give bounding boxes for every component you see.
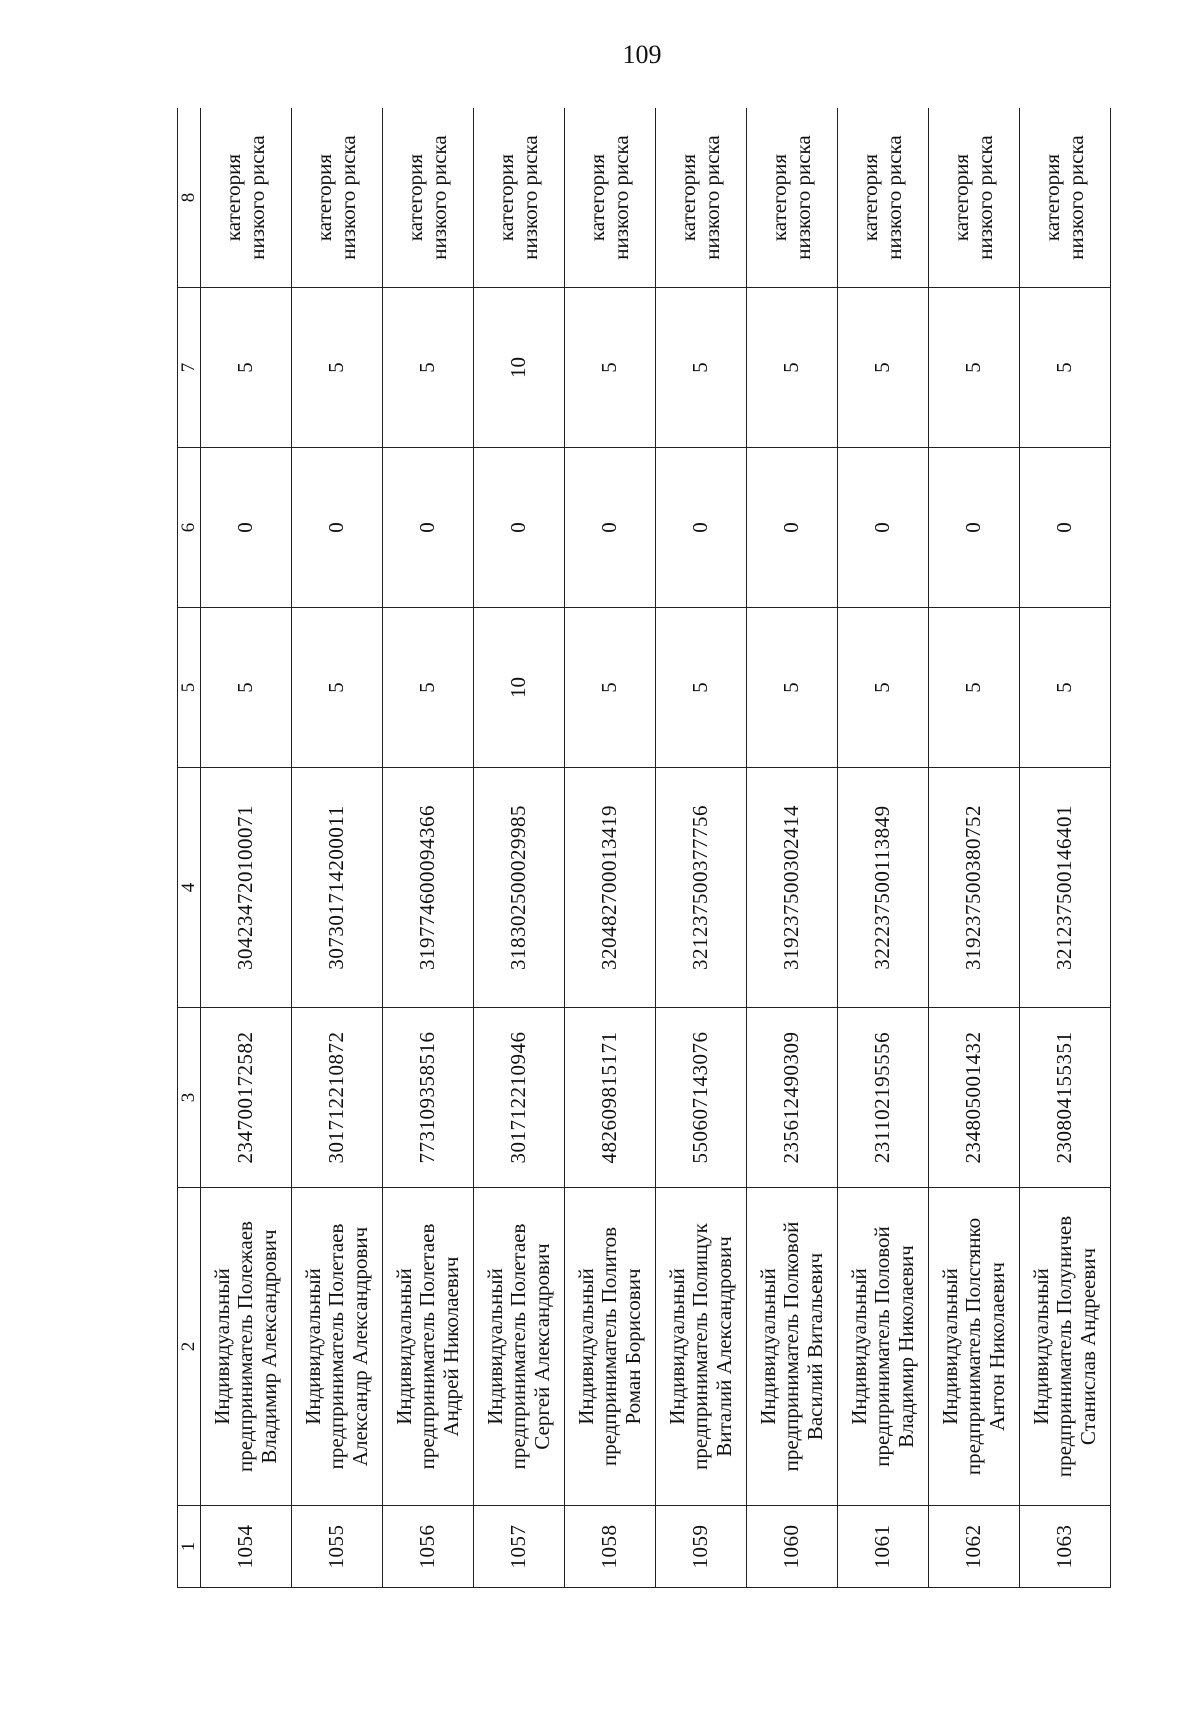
risk-category-line-2: низкого риска: [336, 135, 360, 260]
column-5-value-cell: 5: [656, 608, 747, 768]
entrepreneur-name-line-1: Индивидуальный: [482, 1268, 507, 1425]
table-row: [383, 108, 474, 1588]
entrepreneur-name-line-2: предприниматель Полковой: [779, 1221, 804, 1472]
entrepreneur-name-cell: [565, 1188, 656, 1506]
column-5-value-cell: 10: [474, 608, 565, 768]
column-7-value-cell: 5: [292, 288, 383, 448]
entrepreneur-name-line-1: Индивидуальный: [755, 1268, 780, 1425]
column-7-value-cell: 5: [383, 288, 474, 448]
risk-category-cell: [929, 108, 1020, 288]
row-number-cell: 1059: [656, 1506, 747, 1588]
page-number: 109: [622, 40, 662, 69]
entrepreneur-name-line-2: предприниматель Полищук: [688, 1223, 713, 1470]
column-7-value-cell: 5: [929, 288, 1020, 448]
risk-category-line-2: низкого риска: [1064, 135, 1088, 260]
risk-category-cell: [747, 108, 838, 288]
row-number-cell: 1063: [1020, 1506, 1111, 1588]
table-row: [929, 108, 1020, 1588]
ogrnip-cell: 319237500380752: [929, 768, 1020, 1008]
column-7-value-cell: 10: [474, 288, 565, 448]
column-5-value-cell: 5: [747, 608, 838, 768]
rotated-table-container: [177, 108, 1111, 1588]
ogrnip-cell: 307301714200011: [292, 768, 383, 1008]
column-6-value-cell: 0: [201, 448, 292, 608]
risk-category-cell: [383, 108, 474, 288]
risk-category-line-2: низкого риска: [245, 135, 269, 260]
entrepreneur-name-cell: [838, 1188, 929, 1506]
risk-category-line-2: низкого риска: [791, 135, 815, 260]
entrepreneur-name-cell: [383, 1188, 474, 1506]
ogrnip-cell: 304234720100071: [201, 768, 292, 1008]
row-number-cell: 1061: [838, 1506, 929, 1588]
column-5-value-cell: 5: [838, 608, 929, 768]
column-7-value-cell: 5: [565, 288, 656, 448]
column-7-value-cell: 5: [1020, 288, 1111, 448]
risk-category-line-1: категория: [767, 153, 792, 242]
ogrnip-cell: 321237500377756: [656, 768, 747, 1008]
entrepreneur-name-line-1: Индивидуальный: [209, 1268, 234, 1425]
risk-category-cell: [838, 108, 929, 288]
inn-cell: 235612490309: [747, 1008, 838, 1188]
entrepreneur-name-line-2: предприниматель Полежаев: [233, 1221, 258, 1472]
table-row: [656, 108, 747, 1588]
risk-category-cell: [292, 108, 383, 288]
risk-category-line-2: низкого риска: [882, 135, 906, 260]
risk-category-line-1: категория: [1040, 153, 1065, 242]
risk-category-line-1: категория: [585, 153, 610, 242]
risk-category-line-1: категория: [858, 153, 883, 242]
row-number-cell: 1057: [474, 1506, 565, 1588]
entrepreneur-name-line-2: предприниматель Половой: [870, 1226, 895, 1467]
entrepreneur-name-line-2: предприниматель Полстянко: [961, 1217, 986, 1476]
risk-category-cell: [201, 108, 292, 288]
column-number-row: [178, 108, 201, 1588]
column-6-value-cell: 0: [747, 448, 838, 608]
table-row: [292, 108, 383, 1588]
column-5-value-cell: 5: [565, 608, 656, 768]
entrepreneur-name-line-1: Индивидуальный: [937, 1268, 962, 1425]
entrepreneur-name-line-2: предприниматель Полетаев: [506, 1223, 531, 1470]
column-6-value-cell: 0: [656, 448, 747, 608]
ogrnip-cell: 322237500113849: [838, 768, 929, 1008]
inn-cell: 773109358516: [383, 1008, 474, 1188]
ogrnip-cell: 319774600094366: [383, 768, 474, 1008]
entrepreneur-name-line-3: Сергей Александрович: [529, 1243, 554, 1450]
risk-category-cell: [565, 108, 656, 288]
column-7-value-cell: 5: [747, 288, 838, 448]
inn-cell: 301712210872: [292, 1008, 383, 1188]
ogrnip-cell: 320482700013419: [565, 768, 656, 1008]
column-6-value-cell: 0: [565, 448, 656, 608]
risk-category-line-2: низкого риска: [973, 135, 997, 260]
inn-cell: 230804155351: [1020, 1008, 1111, 1188]
column-7-value-cell: 5: [838, 288, 929, 448]
risk-category-line-1: категория: [312, 153, 337, 242]
entrepreneur-name-line-3: Роман Борисович: [620, 1268, 645, 1425]
column-number-7: 7: [178, 288, 201, 448]
column-number-3: 3: [178, 1008, 201, 1188]
column-7-value-cell: 5: [656, 288, 747, 448]
inn-cell: 550607143076: [656, 1008, 747, 1188]
inn-cell: 301712210946: [474, 1008, 565, 1188]
table-row: [474, 108, 565, 1588]
column-6-value-cell: 0: [838, 448, 929, 608]
table-row: [838, 108, 929, 1588]
row-number-cell: 1058: [565, 1506, 656, 1588]
row-number-cell: 1062: [929, 1506, 1020, 1588]
entrepreneur-name-line-3: Виталий Александрович: [711, 1236, 736, 1457]
entrepreneur-name-line-3: Владимир Александрович: [256, 1229, 281, 1464]
column-5-value-cell: 5: [292, 608, 383, 768]
entrepreneur-name-line-2: предприниматель Политов: [597, 1226, 622, 1467]
risk-category-line-2: низкого риска: [609, 135, 633, 260]
entrepreneur-name-line-3: Андрей Николаевич: [438, 1256, 463, 1437]
entrepreneur-name-line-3: Станислав Андреевич: [1075, 1247, 1100, 1446]
entrepreneur-name-cell: [292, 1188, 383, 1506]
column-number-4: 4: [178, 768, 201, 1008]
inn-cell: 234700172582: [201, 1008, 292, 1188]
column-5-value-cell: 5: [201, 608, 292, 768]
row-number-cell: 1060: [747, 1506, 838, 1588]
column-6-value-cell: 0: [1020, 448, 1111, 608]
entrepreneur-name-line-1: Индивидуальный: [391, 1268, 416, 1425]
row-number-cell: 1055: [292, 1506, 383, 1588]
entrepreneur-name-line-1: Индивидуальный: [1028, 1268, 1053, 1425]
column-5-value-cell: 5: [1020, 608, 1111, 768]
risk-category-line-1: категория: [676, 153, 701, 242]
column-5-value-cell: 5: [929, 608, 1020, 768]
column-number-2: 2: [178, 1188, 201, 1506]
risk-category-cell: [1020, 108, 1111, 288]
risk-category-line-1: категория: [949, 153, 974, 242]
risk-category-cell: [474, 108, 565, 288]
registry-table: [177, 108, 1111, 1588]
entrepreneur-name-line-1: Индивидуальный: [573, 1268, 598, 1425]
ogrnip-cell: 321237500146401: [1020, 768, 1111, 1008]
registry-table-body: [201, 108, 1111, 1588]
entrepreneur-name-cell: [929, 1188, 1020, 1506]
risk-category-line-1: категория: [494, 153, 519, 242]
entrepreneur-name-line-2: предприниматель Полуничев: [1052, 1215, 1077, 1478]
entrepreneur-name-line-1: Индивидуальный: [846, 1268, 871, 1425]
entrepreneur-name-cell: [656, 1188, 747, 1506]
column-number-1: 1: [178, 1506, 201, 1588]
table-row: [201, 108, 292, 1588]
inn-cell: 234805001432: [929, 1008, 1020, 1188]
column-number-6: 6: [178, 448, 201, 608]
entrepreneur-name-cell: [474, 1188, 565, 1506]
risk-category-line-2: низкого риска: [700, 135, 724, 260]
risk-category-cell: [656, 108, 747, 288]
entrepreneur-name-cell: [747, 1188, 838, 1506]
entrepreneur-name-line-2: предприниматель Полетаев: [415, 1223, 440, 1470]
column-6-value-cell: 0: [929, 448, 1020, 608]
risk-category-line-2: низкого риска: [427, 135, 451, 260]
inn-cell: 482609815171: [565, 1008, 656, 1188]
column-7-value-cell: 5: [201, 288, 292, 448]
risk-category-line-1: категория: [221, 153, 246, 242]
column-6-value-cell: 0: [292, 448, 383, 608]
entrepreneur-name-cell: [1020, 1188, 1111, 1506]
entrepreneur-name-line-1: Индивидуальный: [664, 1268, 689, 1425]
column-6-value-cell: 0: [474, 448, 565, 608]
entrepreneur-name-line-2: предприниматель Полетаев: [324, 1223, 349, 1470]
column-5-value-cell: 5: [383, 608, 474, 768]
risk-category-line-2: низкого риска: [518, 135, 542, 260]
inn-cell: 231102195556: [838, 1008, 929, 1188]
entrepreneur-name-line-3: Антон Николаевич: [984, 1262, 1009, 1431]
ogrnip-cell: 318302500029985: [474, 768, 565, 1008]
risk-category-line-1: категория: [403, 153, 428, 242]
column-number-5: 5: [178, 608, 201, 768]
row-number-cell: 1054: [201, 1506, 292, 1588]
table-row: [747, 108, 838, 1588]
entrepreneur-name-line-3: Александр Александрович: [347, 1226, 372, 1467]
ogrnip-cell: 319237500302414: [747, 768, 838, 1008]
table-row: [565, 108, 656, 1588]
registry-table-area: [177, 108, 1111, 1588]
row-number-cell: 1056: [383, 1506, 474, 1588]
entrepreneur-name-line-1: Индивидуальный: [300, 1268, 325, 1425]
entrepreneur-name-line-3: Василий Витальевич: [802, 1252, 827, 1441]
column-number-8: 8: [178, 108, 201, 288]
entrepreneur-name-line-3: Владимир Николаевич: [893, 1245, 918, 1448]
table-row: [1020, 108, 1111, 1588]
column-6-value-cell: 0: [383, 448, 474, 608]
entrepreneur-name-cell: [201, 1188, 292, 1506]
